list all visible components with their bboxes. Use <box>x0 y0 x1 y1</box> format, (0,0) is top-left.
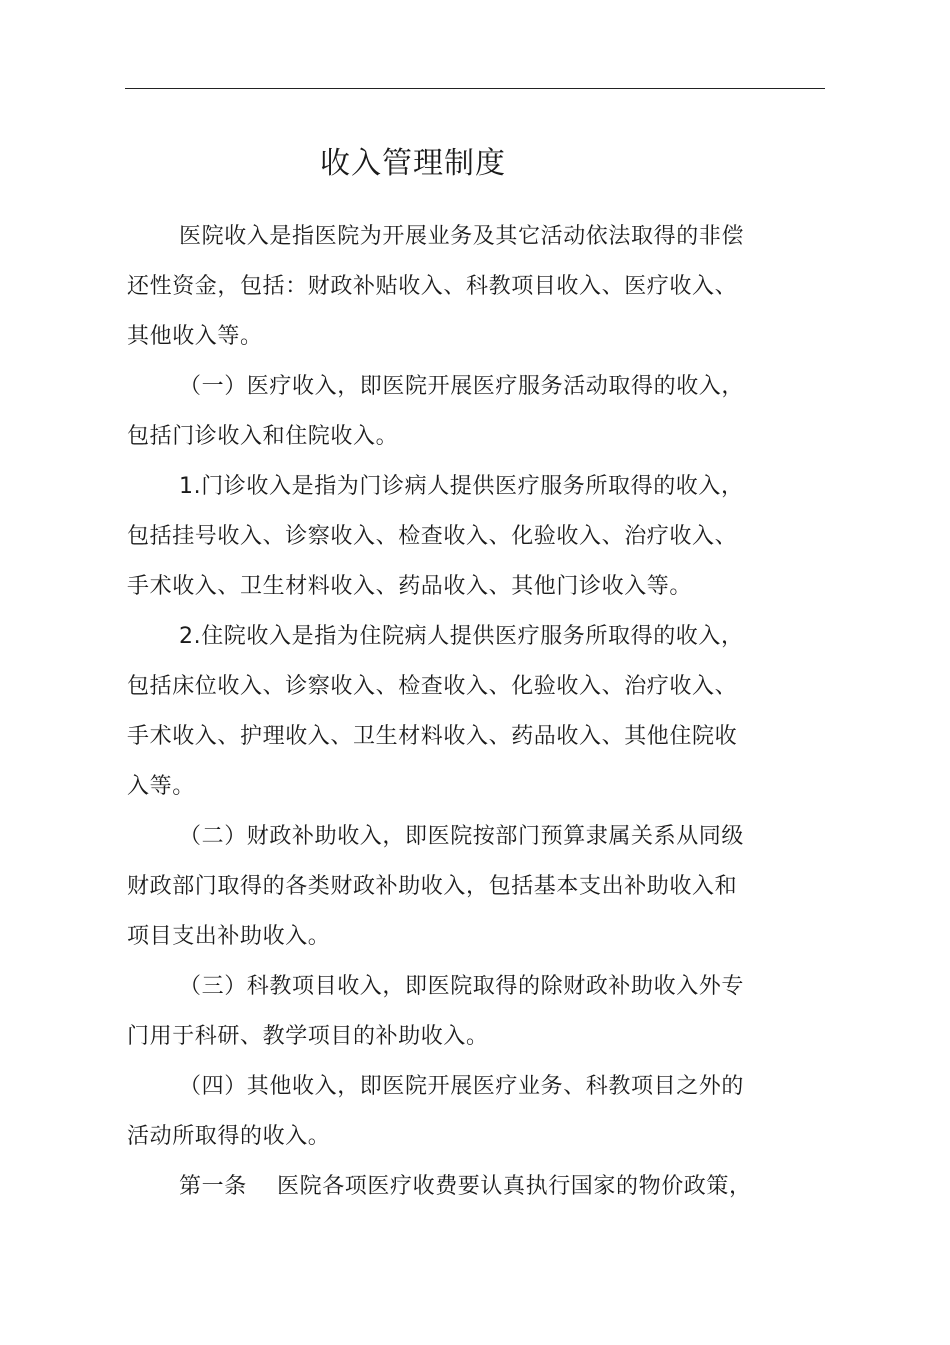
header-rule <box>125 88 825 89</box>
paragraph-line: 包括床位收入、诊察收入、检查收入、化验收入、治疗收入、 <box>127 674 738 699</box>
paragraph-line: 入等。 <box>127 774 195 799</box>
document-title: 收入管理制度 <box>320 146 506 181</box>
paragraph-line: 2.住院收入是指为住院病人提供医疗服务所取得的收入， <box>179 624 744 649</box>
paragraph-line: 其他收入等。 <box>127 324 263 349</box>
paragraph-line: 包括挂号收入、诊察收入、检查收入、化验收入、治疗收入、 <box>127 524 738 549</box>
paragraph-line: 项目支出补助收入。 <box>127 924 331 949</box>
paragraph-line: 医院收入是指医院为开展业务及其它活动依法取得的非偿 <box>179 224 745 249</box>
paragraph-line: 手术收入、卫生材料收入、药品收入、其他门诊收入等。 <box>127 574 693 599</box>
paragraph-line: （三）科教项目收入，即医院取得的除财政补助收入外专 <box>179 974 745 999</box>
paragraph-line: 活动所取得的收入。 <box>127 1124 331 1149</box>
article-heading-line: 第一条 医院各项医疗收费要认真执行国家的物价政策， <box>179 1174 752 1199</box>
paragraph-line: 1.门诊收入是指为门诊病人提供医疗服务所取得的收入， <box>179 474 744 499</box>
paragraph-line: 手术收入、护理收入、卫生材料收入、药品收入、其他住院收 <box>127 724 738 749</box>
paragraph-line: （四）其他收入，即医院开展医疗业务、科教项目之外的 <box>179 1074 745 1099</box>
paragraph-line: 门用于科研、教学项目的补助收入。 <box>127 1024 489 1049</box>
paragraph-line: 财政部门取得的各类财政补助收入，包括基本支出补助收入和 <box>127 874 738 899</box>
paragraph-line: 包括门诊收入和住院收入。 <box>127 424 399 449</box>
paragraph-line: （一）医疗收入，即医院开展医疗服务活动取得的收入， <box>179 374 745 399</box>
paragraph-line: 还性资金，包括：财政补贴收入、科教项目收入、医疗收入、 <box>127 274 738 299</box>
paragraph-line: （二）财政补助收入，即医院按部门预算隶属关系从同级 <box>179 824 745 849</box>
